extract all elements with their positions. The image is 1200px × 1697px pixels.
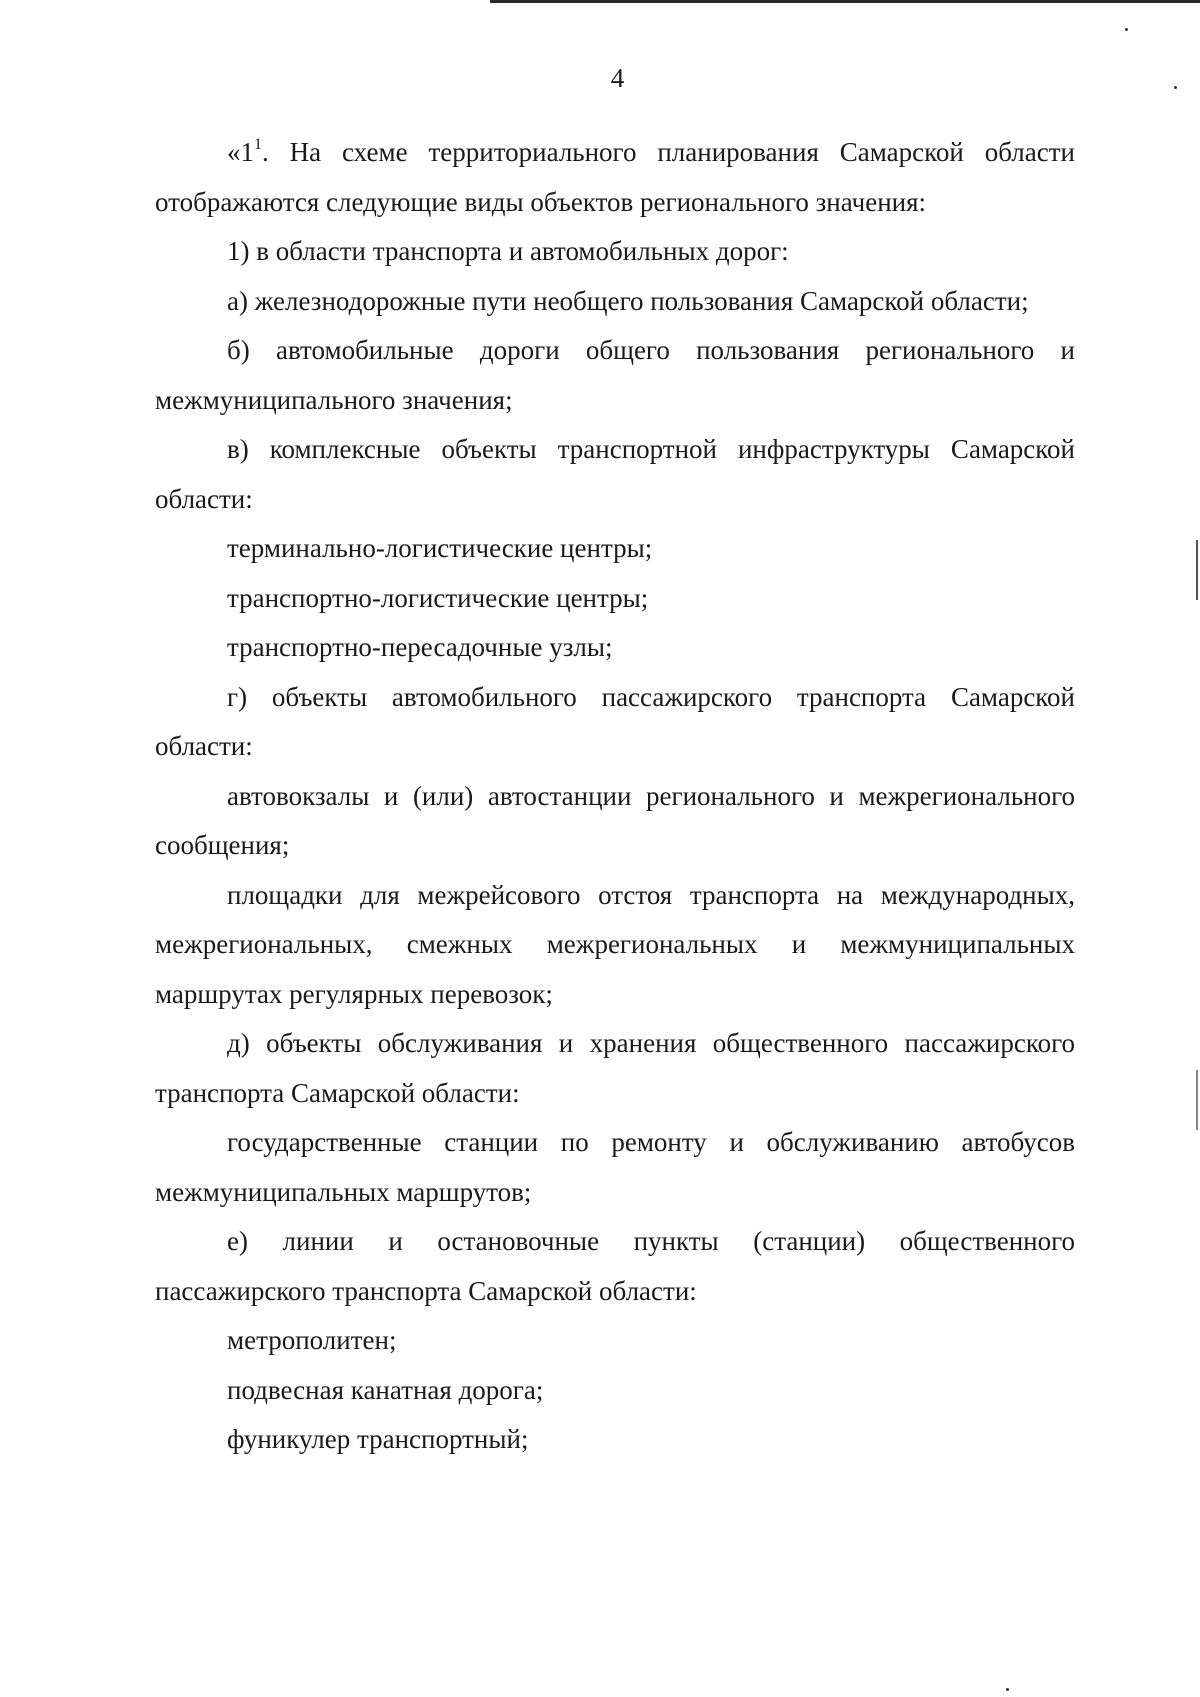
- paragraph-subitem: транспортно-пересадочные узлы;: [227, 632, 613, 662]
- scan-speck: [1006, 1688, 1009, 1691]
- paragraph-subitem: подвесная канатная дорога;: [227, 1374, 544, 1405]
- scan-edge-mark: [1196, 1070, 1198, 1130]
- paragraph-subitem: терминально-логистические центры;: [227, 533, 653, 563]
- page-number: 4: [610, 63, 625, 93]
- paragraph-item-a: а) железнодорожные пути необщего пользования Самарской области;: [227, 285, 1029, 316]
- paragraph-item-e: е) линии и остановочные пункты (станции) общественного пассажирского транспорта Самарской области:: [155, 1226, 1075, 1306]
- paragraph-subitem: метрополитен;: [227, 1325, 397, 1355]
- paragraph-subitem: площадки для межрейсового отстоя транспорта на международных, межрегиональных, смежных межрегиональных и межмуниципальных маршрутах регулярных перевозок;: [155, 879, 1075, 1009]
- scan-top-border: [490, 0, 1200, 3]
- paragraph-item-b: б) автомобильные дороги общего пользования регионального и межмуниципального значения;: [155, 335, 1075, 415]
- paragraph-item-d: д) объекты обслуживания и хранения общественного пассажирского транспорта Самарской области:: [155, 1028, 1075, 1108]
- paragraph-subitem: фуникулер транспортный;: [227, 1424, 529, 1454]
- paragraph-text: . На схеме территориального планирования Самарской области отображаются следующие виды объектов регионального значения:: [155, 137, 1075, 217]
- document-body: [155, 128, 1075, 1465]
- paragraph-subitem: транспортно-логистические центры;: [227, 582, 649, 613]
- paragraph-intro: [155, 128, 1075, 227]
- paragraph-subitem: автовокзалы и (или) автостанции регионального и межрегионального сообщения;: [155, 780, 1075, 860]
- paragraph-item-v: в) комплексные объекты транспортной инфраструктуры Самарской области:: [155, 434, 1075, 514]
- paragraph-item-g: г) объекты автомобильного пассажирского транспорта Самарской области:: [155, 681, 1075, 761]
- superscript-marker: 1: [254, 136, 262, 153]
- scan-edge-mark: [1196, 540, 1198, 600]
- paragraph-lead: «1: [227, 137, 254, 167]
- paragraph-section-1: 1) в области транспорта и автомобильных дорог:: [227, 236, 789, 266]
- paragraph-subitem: государственные станции по ремонту и обслуживанию автобусов межмуниципальных маршрутов;: [155, 1127, 1075, 1207]
- scan-speck: [1125, 28, 1128, 31]
